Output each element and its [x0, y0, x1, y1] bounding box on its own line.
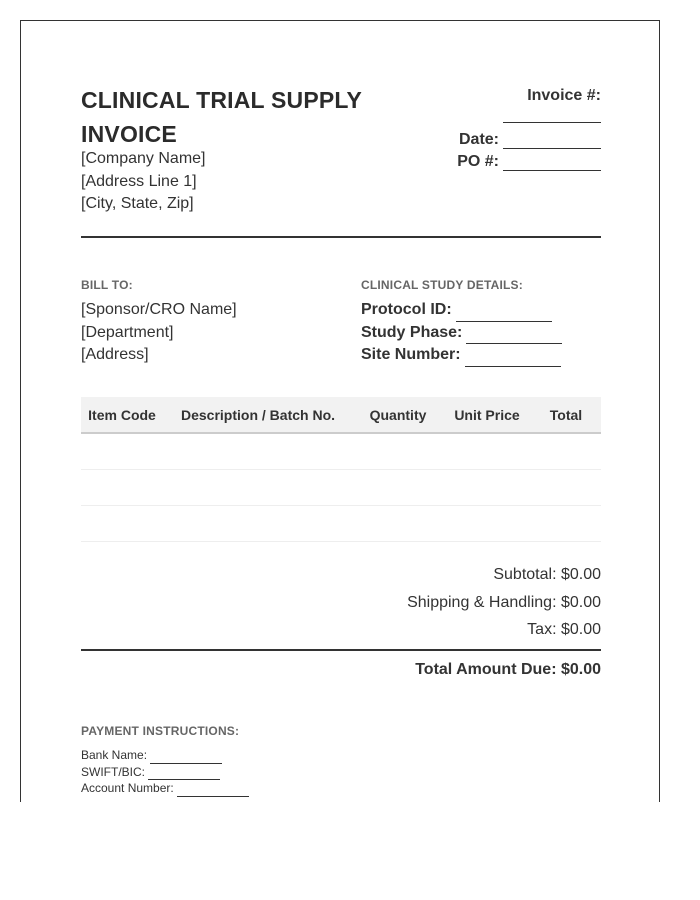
cell-description[interactable]	[163, 433, 353, 470]
protocol-field[interactable]	[456, 305, 552, 322]
site-number-label: Site Number:	[361, 346, 461, 363]
bill-to-heading: BILL TO:	[81, 278, 133, 292]
protocol-label: Protocol ID:	[361, 301, 452, 318]
cell-quantity[interactable]	[353, 470, 443, 506]
cell-quantity[interactable]	[353, 433, 443, 470]
cell-item-code[interactable]	[81, 506, 163, 542]
cell-unit-price[interactable]	[443, 506, 531, 542]
column-header-quantity: Quantity	[353, 397, 443, 433]
po-label: PO #:	[457, 153, 499, 170]
cell-description[interactable]	[163, 506, 353, 542]
column-header-item-code: Item Code	[81, 397, 163, 433]
protocol-row	[361, 299, 562, 322]
bank-name-row	[81, 747, 249, 764]
invoice-meta	[457, 83, 601, 171]
po-field[interactable]	[503, 154, 601, 171]
payment-heading: PAYMENT INSTRUCTIONS:	[81, 724, 240, 738]
account-number-row	[81, 780, 249, 797]
cell-description[interactable]	[163, 470, 353, 506]
bill-to-sponsor: [Sponsor/CRO Name]	[81, 301, 237, 318]
invoice-number-blank-row	[457, 105, 601, 123]
study-phase-row	[361, 322, 562, 345]
bill-to-section	[81, 278, 237, 367]
site-number-row	[361, 344, 562, 367]
account-number-label: Account Number:	[81, 781, 174, 795]
site-number-field[interactable]	[465, 350, 561, 367]
company-name: [Company Name]	[81, 150, 206, 167]
cell-total[interactable]	[531, 506, 601, 542]
invoice-number-field[interactable]	[503, 106, 601, 123]
table-row	[81, 506, 601, 542]
account-number-field[interactable]	[177, 785, 249, 797]
swift-row	[81, 764, 249, 781]
company-block	[81, 148, 206, 216]
company-address-line-1: [Address Line 1]	[81, 172, 197, 190]
date-label: Date:	[458, 131, 499, 148]
line-items-table	[81, 397, 601, 542]
po-row	[457, 149, 601, 171]
swift-field[interactable]	[148, 768, 220, 780]
invoice-title: CLINICAL TRIAL SUPPLY INVOICE	[81, 87, 362, 147]
subtotal: Subtotal: $0.00	[493, 566, 601, 583]
swift-label: SWIFT/BIC:	[81, 764, 145, 779]
bank-name-label: Bank Name:	[81, 748, 148, 762]
invoice-page	[20, 20, 660, 802]
invoice-number-label: Invoice #:	[527, 87, 601, 104]
header-divider	[81, 236, 601, 238]
cell-total[interactable]	[531, 433, 601, 470]
cell-unit-price[interactable]	[443, 433, 531, 470]
cell-item-code[interactable]	[81, 470, 163, 506]
invoice-number-row	[457, 83, 601, 105]
column-header-description: Description / Batch No.	[163, 397, 353, 433]
bill-to-department: [Department]	[81, 323, 174, 341]
company-city-state-zip: [City, State, Zip]	[81, 195, 194, 212]
bill-to-address: [Address]	[81, 346, 149, 363]
cell-unit-price[interactable]	[443, 470, 531, 506]
tax: Tax: $0.00	[527, 621, 601, 638]
totals-divider	[81, 649, 601, 651]
study-phase-field[interactable]	[466, 327, 562, 344]
table-row	[81, 470, 601, 506]
study-details-section	[361, 278, 562, 367]
cell-quantity[interactable]	[353, 506, 443, 542]
cell-total[interactable]	[531, 470, 601, 506]
study-details-heading: CLINICAL STUDY DETAILS:	[361, 278, 523, 292]
table-header-row	[81, 397, 601, 433]
total-amount-due: Total Amount Due: $0.00	[415, 661, 601, 678]
totals-block	[407, 561, 601, 644]
date-row	[457, 127, 601, 149]
date-field[interactable]	[503, 132, 601, 149]
study-phase-label: Study Phase:	[361, 323, 463, 341]
bank-name-field[interactable]	[150, 752, 222, 764]
shipping-handling: Shipping & Handling: $0.00	[407, 593, 601, 611]
payment-instructions	[81, 724, 249, 797]
column-header-unit-price: Unit Price	[443, 397, 531, 433]
table-row	[81, 433, 601, 470]
column-header-total: Total	[531, 397, 601, 433]
cell-item-code[interactable]	[81, 433, 163, 470]
